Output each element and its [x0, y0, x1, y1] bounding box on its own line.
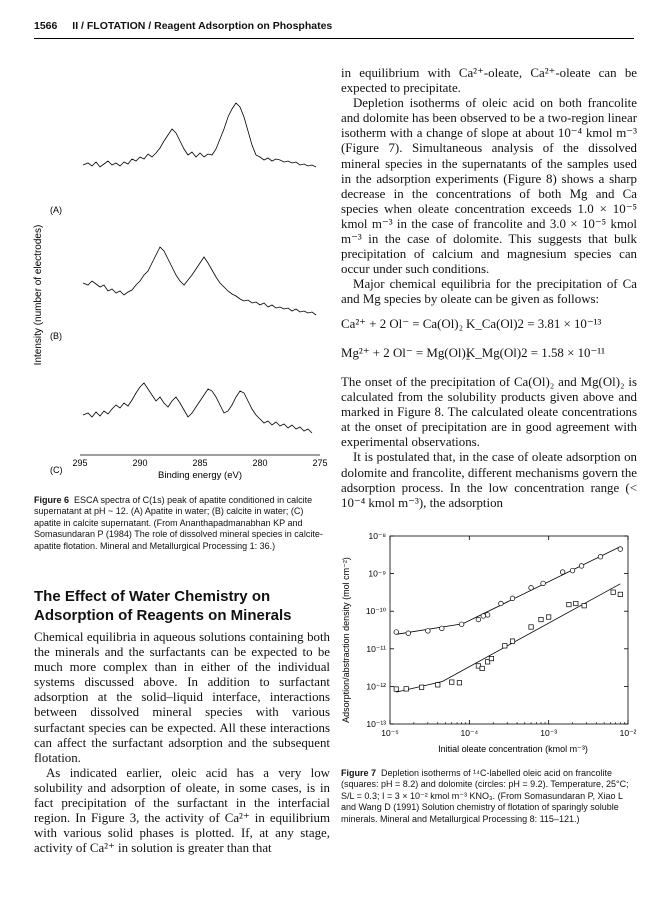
y-tick-label: 10⁻¹⁰ [365, 606, 386, 617]
data-point-square [394, 687, 398, 691]
data-point-circle [426, 629, 431, 634]
figure-7-caption [341, 768, 635, 825]
y-tick-label: 10⁻⁸ [368, 531, 386, 541]
figure-7-fit-lines [396, 547, 620, 692]
data-point-circle [570, 568, 575, 573]
data-point-circle [541, 581, 546, 586]
data-point-square [450, 680, 454, 684]
right-column-top-text [341, 66, 637, 308]
x-tick-label: 10⁻² [619, 728, 637, 738]
data-point-circle [394, 630, 399, 635]
data-point-square [480, 666, 484, 670]
paragraph-onset: The onset of the precipitation of Ca(Ol)₂ and Mg(Ol)₂ is calculated from the solubility products given above and marked in Figure 8. The calculated oleate concentrations at the onset of precipitation are in good agreement with experimental observations. [341, 375, 637, 450]
spectrum-a-line [83, 103, 316, 167]
section-paragraph-2: As indicated earlier, oleic acid has a very low solubility and adsorption of oleate, in some cases, is in fact precipitation of the surfactant in the interfacial region. In Figure 3, the activity of Ca²⁺ in equilibrium with various solid phases is plotted. If, at any stage, activity of Ca²⁺ in solution is greater than that [34, 765, 330, 856]
figure-6-caption [34, 495, 329, 552]
paragraph-major-equilibria: Major chemical equilibria for the precipitation of Ca and Mg species by oleate can be given as follows: [341, 277, 637, 307]
data-point-square [611, 590, 615, 594]
figure-7-caption-label: Figure 7 [341, 768, 377, 778]
data-point-circle [560, 570, 565, 575]
data-point-circle [618, 547, 623, 552]
data-point-square [574, 601, 578, 605]
fit-line-series-1 [396, 547, 620, 635]
equation-ca-reaction: Ca²⁺ + 2 Ol⁻ = Ca(Ol)₂ [341, 317, 464, 331]
panel-label-a: (A) [50, 205, 62, 215]
running-title: II / FLOTATION / Reagent Adsorption on Phosphates [72, 20, 333, 32]
data-point-circle [499, 601, 504, 606]
figure-6-ylabel: Intensity (number of electrodes) [33, 224, 44, 366]
x-tick-label: 10⁻⁵ [381, 728, 399, 738]
paragraph-equilibrium: in equilibrium with Ca²⁺-oleate, Ca²⁺-oleate can be expected to precipitate. [341, 66, 637, 96]
data-point-circle [529, 585, 534, 590]
right-column-mid-text [341, 375, 637, 511]
x-tick-280: 280 [252, 458, 268, 468]
data-point-square [529, 625, 533, 629]
data-point-square [419, 685, 423, 689]
x-tick-label: 10⁻⁴ [460, 728, 479, 738]
figure-6-caption-text: ESCA spectra of C(1s) peak of apatite conditioned in calcite supernatant at pH ~ 12. (A) Apatite in water; (B) calcite in water; (C) apatite in calcite supernatant. (From Ananthapadmanabhan KP and Somasundaran P (1984) The role of dissolved mineral species in calcite-apatite flotation. Mineral and Metallurgical Processing 1: 36.) [34, 495, 323, 551]
fit-line-series-0 [396, 584, 620, 692]
x-tick-295: 295 [72, 458, 88, 468]
section-paragraph-1: Chemical equilibria in aqueous solutions containing both the minerals and the surfactants can be expected to be much more complex than in either of the individual systems discussed above. In addition to surfactant adsorption at the solid–liquid interface, interactions between dissolved mineral species with various surfactant species can be expected. All these interactions can affect the surfactant adsorption and the subsequent flotation. [34, 630, 330, 765]
data-point-square [503, 644, 507, 648]
data-point-square [546, 615, 550, 619]
equation-mg-reaction: Mg²⁺ + 2 Ol⁻ = Mg(Ol)₂ [341, 346, 471, 360]
figure-7-chart [338, 522, 643, 762]
left-column-text [34, 630, 330, 856]
x-tick-275: 275 [312, 458, 328, 468]
data-point-circle [481, 614, 486, 619]
data-point-square [539, 617, 543, 621]
y-tick-label: 10⁻¹² [366, 681, 386, 692]
data-point-circle [485, 613, 490, 618]
x-tick-290: 290 [132, 458, 148, 468]
data-point-square [618, 592, 622, 596]
figure-6-spectra [28, 45, 338, 500]
y-tick-label: 10⁻⁹ [368, 568, 386, 579]
data-point-square [436, 683, 440, 687]
paragraph-postulated: It is postulated that, in the case of oleate adsorption on dolomite and francolite, different mechanisms govern the adsorption process. In the low concentration range (< 10⁻⁴ kmol m⁻³), the adsorption [341, 450, 637, 510]
x-tick-285: 285 [192, 458, 208, 468]
data-point-square [457, 681, 461, 685]
data-point-square [489, 656, 493, 660]
data-point-square [510, 639, 514, 643]
data-point-circle [476, 617, 481, 622]
data-point-circle [598, 554, 603, 559]
spectrum-c-line [83, 383, 312, 433]
figure-7-points [394, 547, 623, 692]
data-point-square [567, 602, 571, 606]
spectrum-b-line [83, 247, 316, 315]
paragraph-depletion: Depletion isotherms of oleic acid on both francolite and dolomite has been observed to be a two-region linear isotherm with a change of slope at about 10⁻⁴ kmol m⁻³ (Figure 7). Simultaneous analysis of the dissolved mineral species in the supernatants of the samples used in the adsorption experiments (Figure 8) shows a sharp decrease in the concentrations of both Mg and Ca species when oleate concentration exceeds 1.0 × 10⁻⁵ kmol m⁻³ in the case of francolite and 3.0 × 10⁻⁵ kmol m⁻³ in the case of dolomite. This suggests that bulk precipitation of calcium and magnesium species can occur under such conditions. [341, 96, 637, 277]
panel-label-b: (B) [50, 331, 62, 341]
data-point-circle [579, 564, 584, 569]
panel-label-c: (C) [50, 465, 63, 475]
data-point-circle [406, 631, 411, 636]
y-tick-label: 10⁻¹³ [366, 719, 386, 729]
data-point-circle [459, 622, 464, 627]
data-point-square [582, 604, 586, 608]
figure-7-ylabel: Adsorption/abstraction density (mol cm⁻²) [341, 557, 351, 723]
data-point-square [404, 687, 408, 691]
equation-mg-constant: K_Mg(Ol)2 = 1.58 × 10⁻¹¹ [466, 346, 605, 360]
page-number: 1566 [34, 20, 58, 32]
header-rule [34, 38, 634, 39]
y-tick-label: 10⁻¹¹ [366, 643, 386, 654]
figure-7-xlabel: Initial oleate concentration (kmol m⁻³) [438, 744, 588, 754]
x-tick-label: 10⁻³ [540, 728, 558, 738]
figure-7-caption-text: Depletion isotherms of ¹⁴C-labelled oleic acid on francolite (squares: pH = 8.2) and dolomite (circles: pH = 9.2). Temperature, 25°C; S/L = 0.3; I = 3 × 10⁻² kmol m⁻³ KNO₃. (From Somasundaran P, Xiao L and Wang D (1991) Solution chemistry of flotation of sparingly soluble minerals. Mineral and Metallurgical Processing 8: 115–121.) [341, 768, 629, 824]
running-header [34, 20, 332, 32]
data-point-circle [440, 626, 445, 631]
section-heading: The Effect of Water Chemistry on Adsorption of Reagents on Minerals [34, 588, 292, 624]
equation-ca-constant: K_Ca(Ol)2 = 3.81 × 10⁻¹³ [466, 317, 602, 331]
figure-6-xlabel: Binding energy (eV) [158, 470, 242, 481]
figure-6-caption-label: Figure 6 [34, 495, 70, 505]
data-point-circle [510, 596, 515, 601]
